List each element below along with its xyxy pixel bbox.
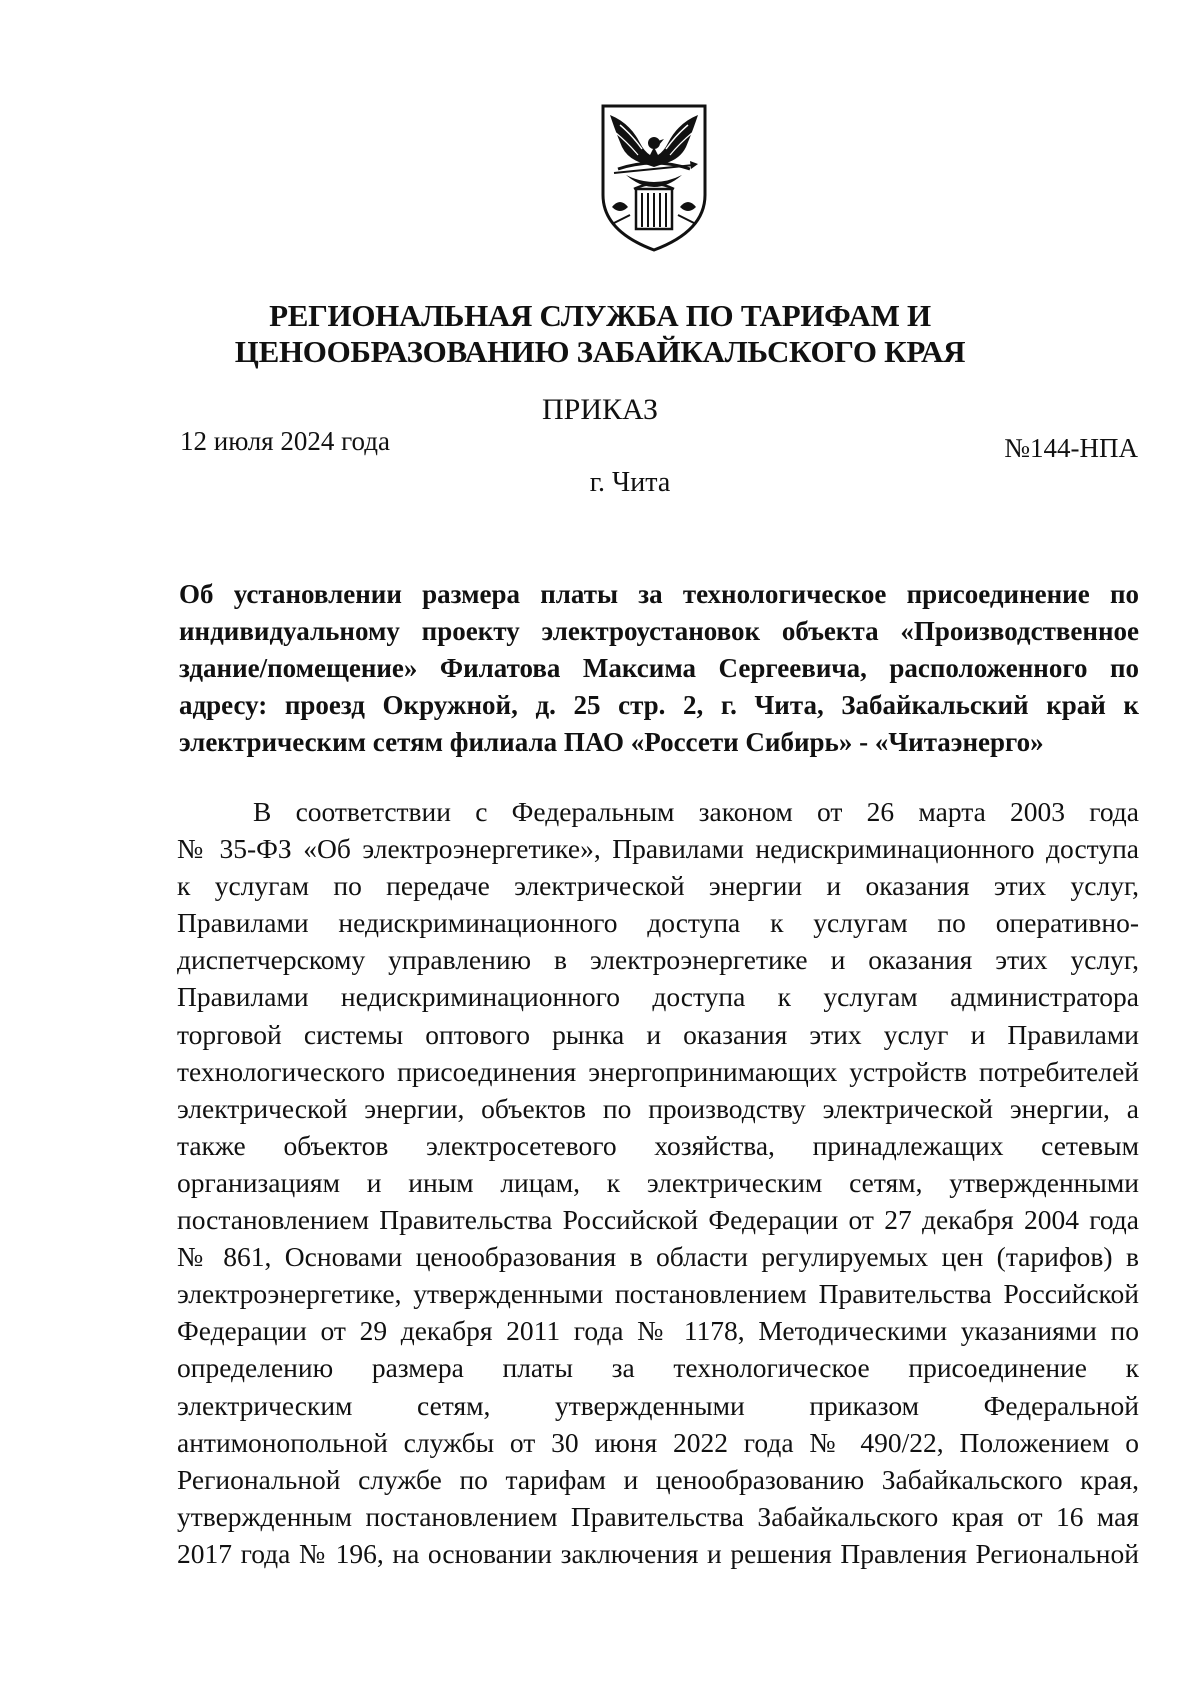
- document-city: г. Чита: [589, 467, 671, 498]
- organization-title-line-2: ЦЕНООБРАЗОВАНИЮ ЗАБАЙКАЛЬСКОГО КРАЯ: [234, 334, 966, 369]
- body-line: торговой системы оптового рынка и оказания этих услуг и Правилами: [177, 1018, 1139, 1050]
- subject-line: индивидуальному проекту электроустановок объекта «Производственное: [179, 616, 1139, 646]
- document-body: [177, 793, 1139, 1572]
- document-type: ПРИКАЗ: [542, 393, 658, 426]
- body-line: электрической энергии, объектов по производству электрической энергии, а: [177, 1092, 1139, 1124]
- body-line: Правилами недискриминационного доступа к услугам по оперативно-: [177, 907, 1139, 939]
- organization-title-line-1: РЕГИОНАЛЬНАЯ СЛУЖБА ПО ТАРИФАМ И: [269, 298, 931, 333]
- body-line: Федерации от 29 декабря 2011 года № 1178, Методическими указаниями по: [177, 1315, 1139, 1347]
- body-line: технологического присоединения энергопринимающих устройств потребителей: [177, 1055, 1139, 1087]
- organization-title: [180, 298, 1020, 370]
- body-line: диспетчерскому управлению в электроэнергетике и оказания этих услуг,: [177, 944, 1139, 976]
- body-line: также объектов электросетевого хозяйства, принадлежащих сетевым: [177, 1129, 1139, 1161]
- subject-line: электрическим сетям филиала ПАО «Россети Сибирь» - «Читаэнерго»: [179, 727, 1044, 757]
- subject-line: Об установлении размера платы за технологическое присоединение по: [179, 579, 1139, 609]
- body-line: Региональной службе по тарифам и ценообразованию Забайкальского края,: [177, 1463, 1139, 1495]
- body-line: № 861, Основами ценообразования в области регулируемых цен (тарифов) в: [177, 1241, 1139, 1273]
- body-line: определению размера платы за технологическое присоединение к: [177, 1352, 1139, 1384]
- body-line: к услугам по передаче электрической энергии и оказания этих услуг,: [177, 870, 1139, 902]
- subject-line: адресу: проезд Окружной, д. 25 стр. 2, г. Чита, Забайкальский край к: [179, 690, 1139, 720]
- zabaykalsky-krai-coat-of-arms-icon: [600, 103, 708, 253]
- body-line: 2017 года № 196, на основании заключения и решения Правления Региональной: [177, 1537, 1139, 1569]
- body-line: организациям и иным лицам, к электрическим сетям, утвержденными: [177, 1166, 1139, 1198]
- document-subject: [179, 576, 1139, 761]
- body-line: утвержденным постановлением Правительства Забайкальского края от 16 мая: [177, 1500, 1139, 1532]
- document-number: №144-НПА: [1004, 433, 1138, 463]
- subject-line: здание/помещение» Филатова Максима Сергеевича, расположенного по: [179, 653, 1139, 683]
- body-line: электрическим сетям, утвержденными приказом Федеральной: [177, 1389, 1139, 1421]
- body-line: № 35-ФЗ «Об электроэнергетике», Правилами недискриминационного доступа: [177, 833, 1139, 865]
- body-line: антимонопольной службы от 30 июня 2022 года № 490/22, Положением о: [177, 1426, 1139, 1458]
- document-date: 12 июля 2024 года: [180, 426, 390, 456]
- body-line: Правилами недискриминационного доступа к услугам администратора: [177, 981, 1139, 1013]
- body-line: электроэнергетике, утвержденными постановлением Правительства Российской: [177, 1278, 1139, 1310]
- body-line: постановлением Правительства Российской Федерации от 27 декабря 2004 года: [177, 1204, 1139, 1236]
- body-line: В соответствии с Федеральным законом от 26 марта 2003 года: [253, 796, 1139, 827]
